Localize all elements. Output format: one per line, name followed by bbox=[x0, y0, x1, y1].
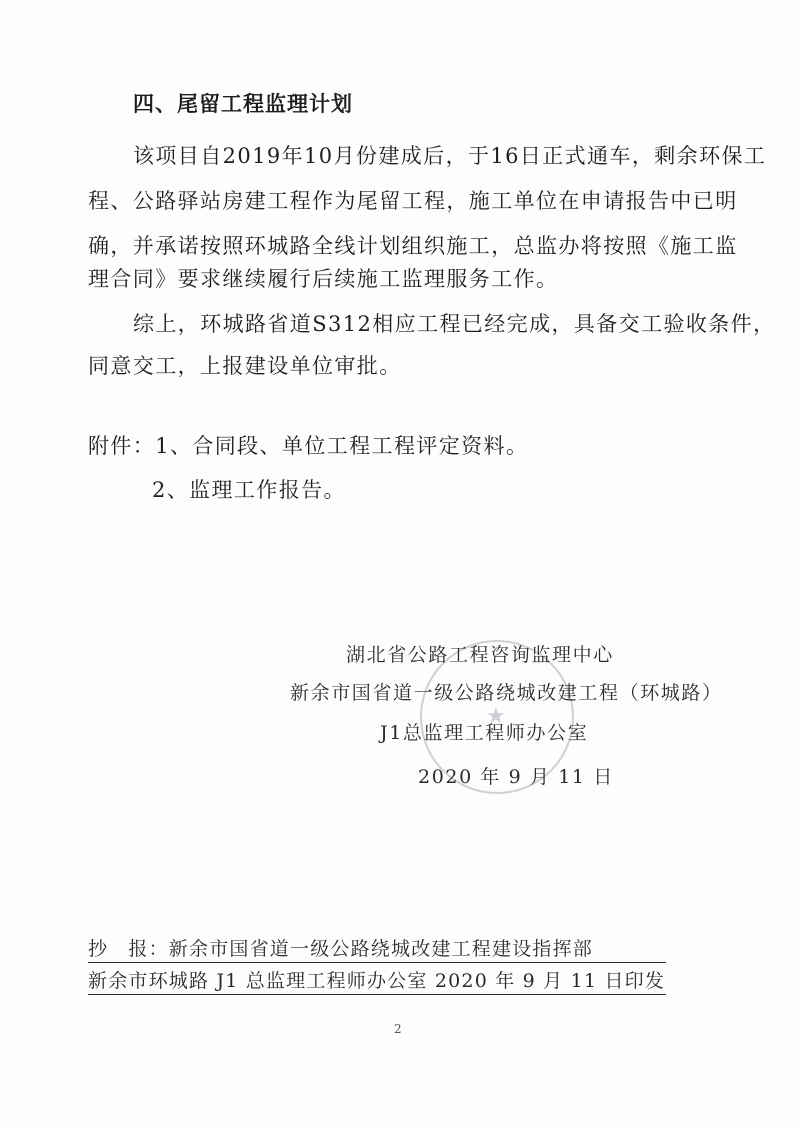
paragraph1-line4: 理合同》要求继续履行后续施工监理服务工作。 bbox=[88, 267, 559, 291]
seal-star-icon: ★ bbox=[486, 704, 506, 729]
signature-org-1: 湖北省公路工程咨询监理中心 bbox=[346, 644, 614, 666]
cc-line: 抄 报：新余市国省道一级公路绕城改建工程建设指挥部 bbox=[88, 938, 594, 960]
attachment-item-2: 2、监理工作报告。 bbox=[152, 478, 346, 502]
signature-org-2: 新余市国省道一级公路绕城改建工程（环城路） bbox=[290, 682, 723, 704]
paragraph1-line3: 确，并承诺按照环城路全线计划组织施工，总监办将按照《施工监 bbox=[88, 234, 738, 258]
signature-org-3: J1总监理工程师办公室 bbox=[380, 722, 589, 744]
issued-line: 新余市环城路 J1 总监理工程师办公室 2020 年 9 月 11 日印发 bbox=[88, 970, 666, 992]
paragraph2-line2: 同意交工，上报建设单位审批。 bbox=[88, 354, 402, 378]
page-number: 2 bbox=[394, 1022, 402, 1036]
paragraph1-line2: 程、公路驿站房建工程作为尾留工程，施工单位在申请报告中已明 bbox=[88, 189, 738, 213]
section-heading: 四、尾留工程监理计划 bbox=[133, 91, 353, 116]
cc-underline bbox=[88, 962, 666, 963]
attachment-item-1: 附件：1、合同段、单位工程工程评定资料。 bbox=[88, 434, 529, 458]
paragraph1-line1: 该项目自2019年10月份建成后，于16日正式通车，剩余环保工 bbox=[133, 144, 767, 168]
signature-date: 2020 年 9 月 11 日 bbox=[418, 766, 614, 788]
paragraph2-line1: 综上，环城路省道S312相应工程已经完成，具备交工验收条件， bbox=[133, 312, 776, 336]
issued-underline bbox=[88, 994, 666, 995]
